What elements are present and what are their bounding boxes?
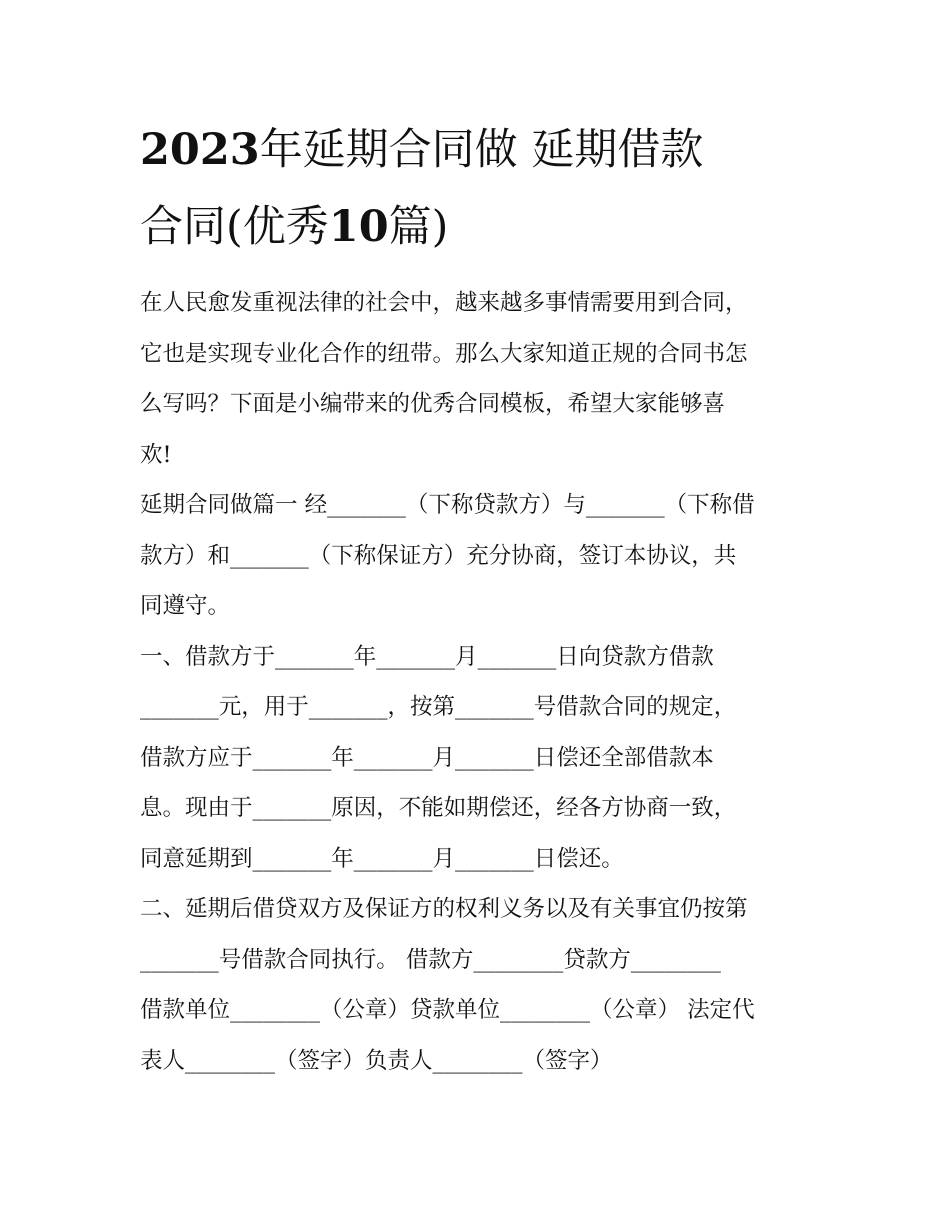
clause-one-line: _______元，用于_______，按第_______号借款合同的规定， [140,694,737,720]
contract-line: 延期合同做篇一 经_______（下称贷款方）与_______（下称借 [140,492,755,518]
document-title [140,112,820,266]
clause-one-line: 同意延期到_______年_______月_______日偿还。 [140,845,624,872]
title-line-2 [140,189,820,266]
intro-line: 它也是实现专业化合作的纽带。那么大家知道正规的合同书怎 [140,340,748,367]
clause-one-line: 借款方应于_______年_______月_______日偿还全部借款本 [140,744,714,771]
document-body [140,278,820,1086]
title-line-1 [140,112,820,189]
title-count: 10 [328,202,389,252]
clause-two-line: _______号借款合同执行。 借款方________贷款方________ [140,946,721,973]
clause-two-line: 二、延期后借贷双方及保证方的权利义务以及有关事宜仍按第 [140,896,748,922]
title-line-1-text: 年延期合同做 延期借款 [259,125,704,175]
contract-line: 款方）和_______（下称保证方）充分协商，签订本协议，共 [140,542,737,569]
signature-line: 表人________（签字）负责人________（签字） [140,1047,613,1074]
contract-line: 同遵守。 [140,593,231,619]
title-line-2-text-b: 篇) [388,202,449,252]
clause-one-line: 一、借款方于_______年_______月_______日向贷款方借款 [140,643,714,670]
title-line-2-text-a: 合同(优秀 [140,202,329,252]
intro-line: 么写吗？下面是小编带来的优秀合同模板，希望大家能够喜 [140,391,726,417]
intro-line: 欢! [140,441,172,468]
intro-line: 在人民愈发重视法律的社会中，越来越多事情需要用到合同， [140,290,748,316]
clause-one-line: 息。现由于_______原因，不能如期偿还，经各方协商一致， [140,795,737,821]
title-year: 2023 [140,125,260,175]
signature-line: 借款单位________（公章）贷款单位________（公章） 法定代 [140,997,755,1023]
